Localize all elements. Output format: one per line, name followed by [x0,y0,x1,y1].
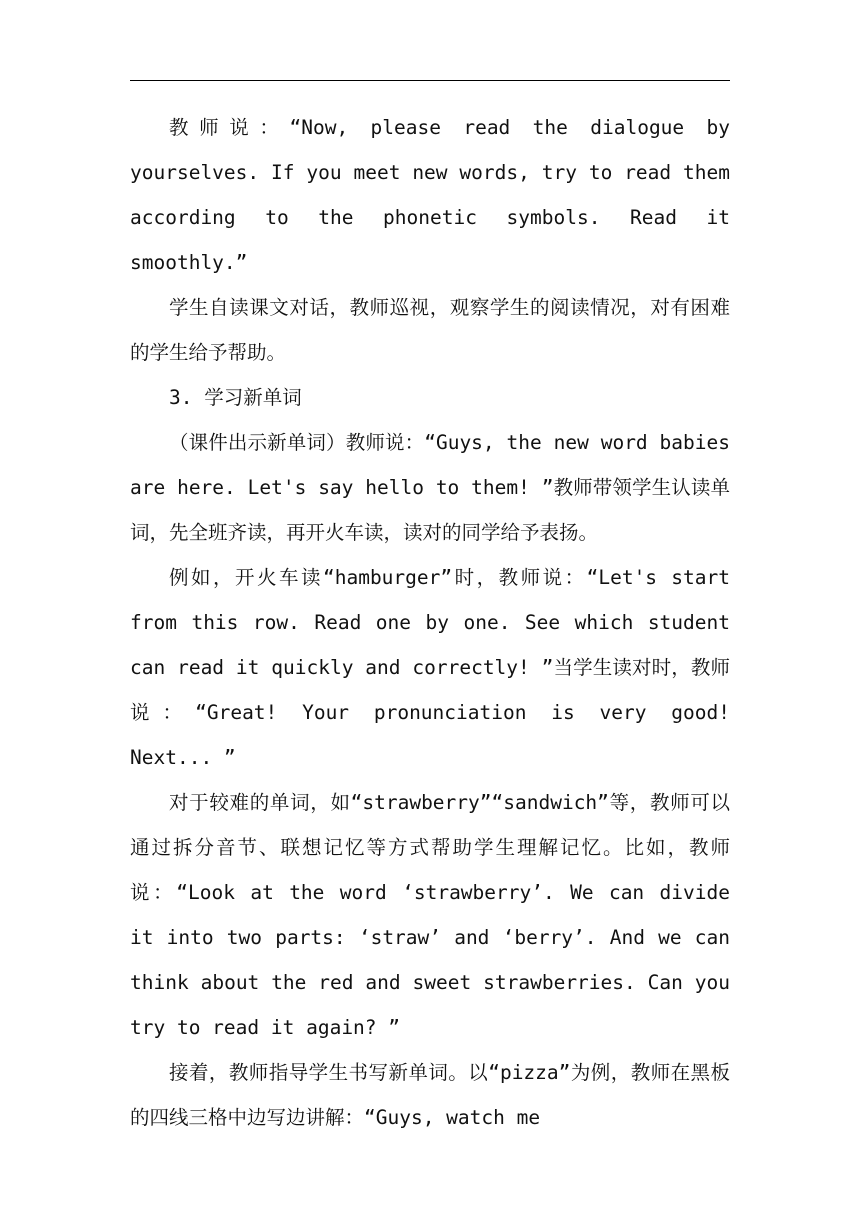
header-rule [130,80,730,81]
paragraph-new-words-intro: （课件出示新单词）教师说：“Guys, the new word babies are here. Let's say hello to them! ”教师带领学生认读单词，先全班齐读，再开火车读，读对的同学给予表扬。 [130,431,730,544]
paragraph-self-reading: 学生自读课文对话，教师巡视，观察学生的阅读情况，对有困难的学生给予帮助。 [130,296,730,364]
paragraph-dialogue-instruction: 教师说：“Now, please read the dialogue by yourselves. If you meet new words, try to read them according to the phonetic symbols. Read it smoothly.” [130,116,730,274]
document-body [130,105,730,1140]
paragraph-writing-guidance: 接着，教师指导学生书写新单词。以“pizza”为例，教师在黑板的四线三格中边写边讲解：“Guys, watch me [130,1061,730,1129]
paragraph-difficult-words: 对于较难的单词，如“strawberry”“sandwich”等，教师可以通过拆分音节、联想记忆等方式帮助学生理解记忆。比如，教师说：“Look at the word ‘strawberry’. We can divide it into two parts: ‘straw’ and ‘berry’. And we can think about the red and sweet strawberries. Can you try to read it again? ” [130,791,730,1039]
section-heading-new-words: 3. 学习新单词 [169,386,302,409]
paragraph-train-reading-example: 例如，开火车读“hamburger”时，教师说：“Let's start from this row. Read one by one. See which student can read it quickly and correctly! ”当学生读对时，教师说：“Great! Your pronunciation is very good! Next... ” [130,566,730,769]
